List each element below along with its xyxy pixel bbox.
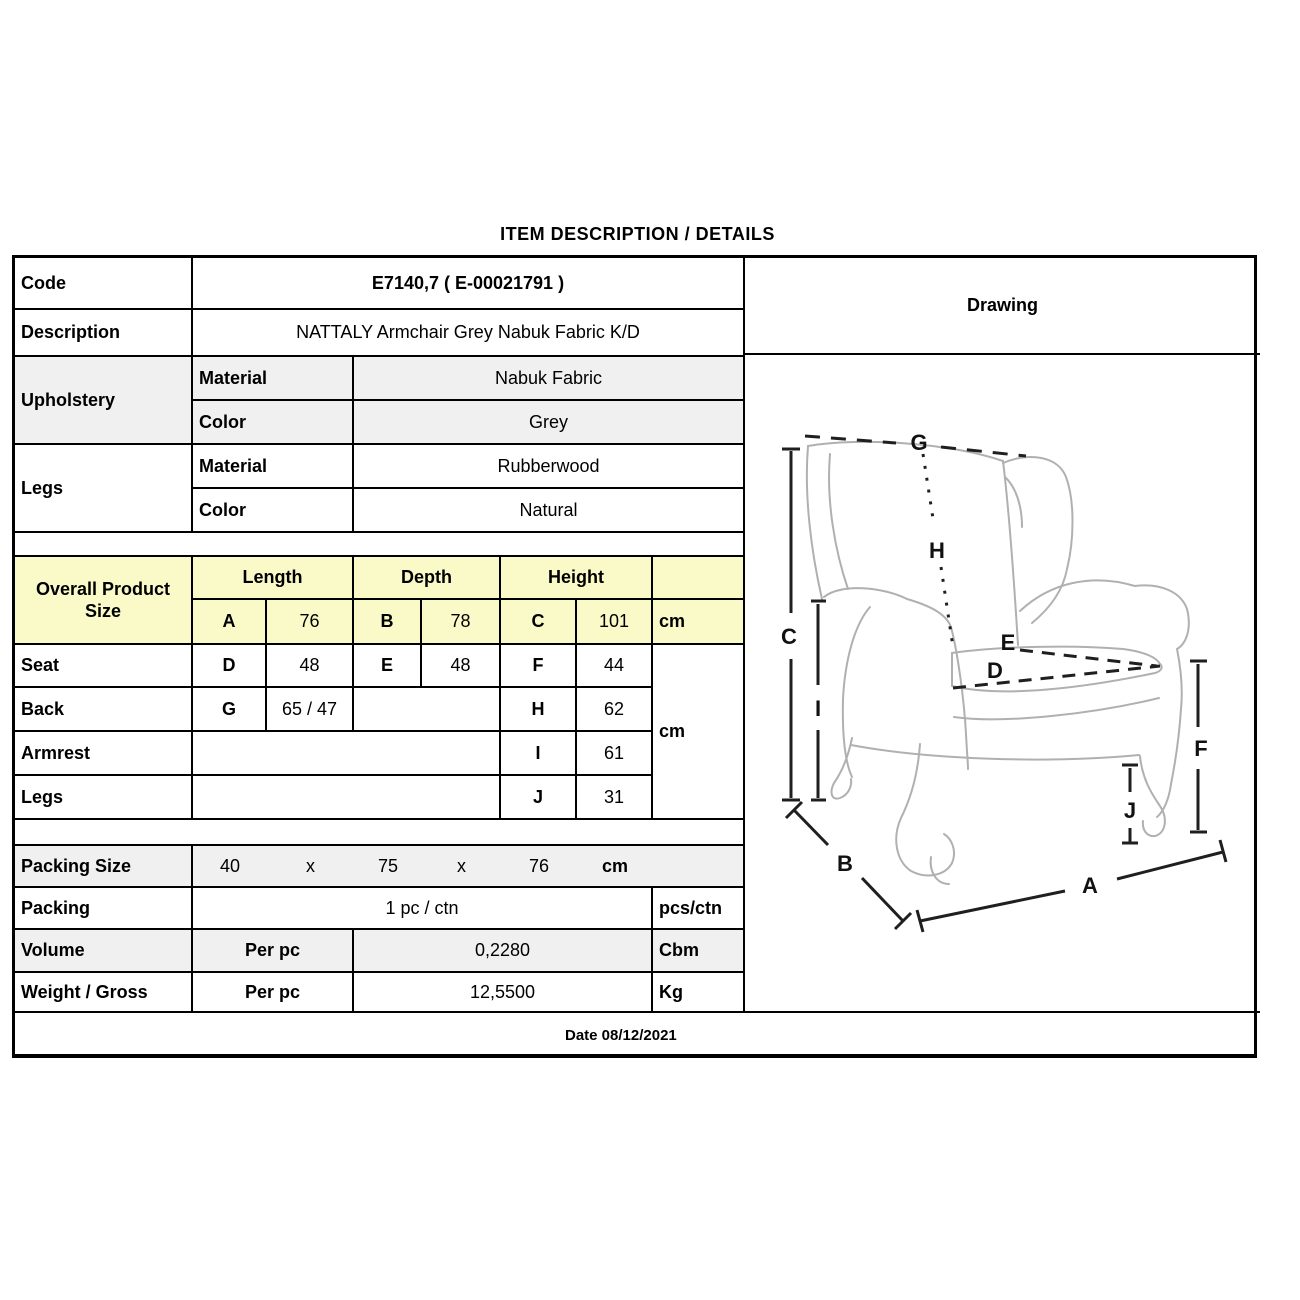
- legs-material-value: Rubberwood: [354, 445, 745, 489]
- spacer-row: [15, 533, 745, 557]
- packing-size-x2: x: [422, 846, 501, 888]
- dim-line-h: [923, 454, 934, 525]
- dim-key-b: B: [354, 600, 422, 645]
- description-value: NATTALY Armchair Grey Nabuk Fabric K/D: [193, 310, 745, 357]
- weight-unit: Kg: [653, 973, 745, 1013]
- packing-size-v3: 76: [501, 846, 577, 888]
- code-label: Code: [15, 258, 193, 310]
- label-i: I: [814, 696, 822, 721]
- dim-value-d: 48: [267, 645, 354, 688]
- dim-line-d: [953, 666, 1160, 688]
- upholstery-material-label: Material: [193, 357, 354, 401]
- dim-key-c: C: [501, 600, 577, 645]
- dim-value-g: 65 / 47: [267, 688, 354, 732]
- upholstery-color-value: Grey: [354, 401, 745, 445]
- packing-unit: pcs/ctn: [653, 888, 745, 930]
- upholstery-color-label: Color: [193, 401, 354, 445]
- packing-size-v1: 40: [193, 846, 267, 888]
- seat-label: Seat: [15, 645, 193, 688]
- dim-line-h2: [941, 567, 953, 647]
- size-header-corner: [653, 557, 745, 600]
- dim-value-b: 78: [422, 600, 501, 645]
- legs-material-label: Material: [193, 445, 354, 489]
- detail-unit: cm: [653, 645, 745, 820]
- packing-label: Packing: [15, 888, 193, 930]
- label-c: C: [781, 624, 797, 649]
- label-e: E: [1000, 630, 1016, 655]
- length-header: Length: [193, 557, 354, 600]
- dim-value-h: 62: [577, 688, 653, 732]
- label-a: A: [1082, 873, 1098, 898]
- dim-value-e: 48: [422, 645, 501, 688]
- dim-value-a: 76: [267, 600, 354, 645]
- label-f: F: [1194, 736, 1208, 761]
- dim-line-a: [917, 840, 1226, 932]
- description-label: Description: [15, 310, 193, 357]
- legs-label: Legs: [15, 445, 193, 533]
- back-label: Back: [15, 688, 193, 732]
- legs-color-label: Color: [193, 489, 354, 533]
- packing-size-empty: [653, 846, 745, 888]
- dim-key-a: A: [193, 600, 267, 645]
- label-h: H: [929, 538, 945, 563]
- dim-key-e: E: [354, 645, 422, 688]
- weight-label: Weight / Gross: [15, 973, 193, 1013]
- volume-unit: Cbm: [653, 930, 745, 973]
- upholstery-label: Upholstery: [15, 357, 193, 445]
- drawing-panel: [745, 258, 1260, 1013]
- dim-value-c: 101: [577, 600, 653, 645]
- depth-header: Depth: [354, 557, 501, 600]
- legs-color-value: Natural: [354, 489, 745, 533]
- dim-key-g: G: [193, 688, 267, 732]
- page-title: ITEM DESCRIPTION / DETAILS: [500, 224, 775, 244]
- overall-size-label: Overall Product Size: [15, 557, 193, 645]
- dim-value-f: 44: [577, 645, 653, 688]
- packing-value: 1 pc / ctn: [193, 888, 653, 930]
- packing-size-x1: x: [267, 846, 354, 888]
- label-d: D: [987, 658, 1003, 683]
- drawing-title: Drawing: [745, 258, 1260, 355]
- label-g: G: [910, 430, 928, 455]
- legs-dim-label: Legs: [15, 776, 193, 820]
- weight-per-pc: Per pc: [193, 973, 354, 1013]
- label-j: J: [1123, 798, 1137, 823]
- armrest-empty-cell: [193, 732, 501, 776]
- volume-per-pc: Per pc: [193, 930, 354, 973]
- dim-key-i: I: [501, 732, 577, 776]
- weight-value: 12,5500: [354, 973, 653, 1013]
- date-row: [15, 1013, 1260, 1058]
- dim-line-e: [1020, 650, 1157, 666]
- packing-size-v2: 75: [354, 846, 422, 888]
- armrest-label: Armrest: [15, 732, 193, 776]
- overall-unit: cm: [653, 600, 745, 645]
- dim-value-j: 31: [577, 776, 653, 820]
- packing-size-unit: cm: [577, 846, 653, 888]
- upholstery-material-value: Nabuk Fabric: [354, 357, 745, 401]
- height-header: Height: [501, 557, 653, 600]
- code-value: E7140,7 ( E-00021791 ): [193, 258, 745, 310]
- dim-key-d: D: [193, 645, 267, 688]
- volume-value: 0,2280: [354, 930, 653, 973]
- dim-key-f: F: [501, 645, 577, 688]
- label-b: B: [837, 851, 853, 876]
- spacer-row-2: [15, 820, 745, 846]
- legs-empty-cell: [193, 776, 501, 820]
- armchair-drawing: [745, 355, 1257, 1011]
- back-empty-cell: [354, 688, 501, 732]
- date-text: Date 08/12/2021: [565, 1027, 677, 1044]
- dim-key-j: J: [501, 776, 577, 820]
- dim-value-i: 61: [577, 732, 653, 776]
- spec-table: [15, 258, 745, 1013]
- dim-key-h: H: [501, 688, 577, 732]
- packing-size-label: Packing Size: [15, 846, 193, 888]
- volume-label: Volume: [15, 930, 193, 973]
